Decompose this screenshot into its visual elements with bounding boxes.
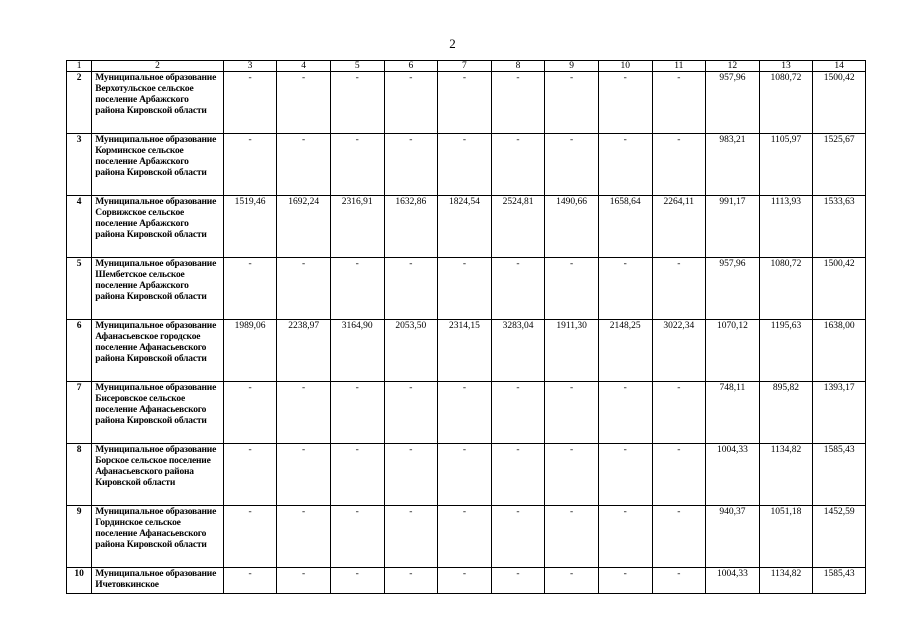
municipality-name: Муниципальное образование Корминское сельское поселение Арбажского района Кировской области (92, 134, 223, 196)
municipality-name: Муниципальное образование Борское сельское поселение Афанасьевского района Кировской области (92, 444, 223, 506)
value-cell: 940,37 (706, 506, 760, 568)
column-number: 14 (813, 61, 866, 72)
page-number: 2 (449, 36, 456, 51)
value-cell: 1070,12 (706, 320, 760, 382)
row-number: 5 (67, 258, 92, 320)
value-cell: - (384, 134, 438, 196)
value-cell: - (652, 568, 706, 594)
table-row (67, 258, 866, 320)
value-cell: - (384, 258, 438, 320)
value-cell: 1519,46 (223, 196, 277, 258)
value-cell: - (491, 506, 545, 568)
value-cell: - (545, 568, 599, 594)
value-cell: - (598, 444, 652, 506)
value-cell: 2316,91 (330, 196, 384, 258)
value-cell: 1393,17 (813, 382, 866, 444)
value-cell: - (277, 134, 331, 196)
value-cell: - (330, 134, 384, 196)
value-cell: - (223, 258, 277, 320)
value-cell: 1004,33 (706, 444, 760, 506)
value-cell: 1490,66 (545, 196, 599, 258)
value-cell: - (598, 382, 652, 444)
value-cell: 2264,11 (652, 196, 706, 258)
value-cell: 957,96 (706, 258, 760, 320)
table-row (67, 568, 866, 594)
value-cell: 983,21 (706, 134, 760, 196)
value-cell: 2314,15 (438, 320, 492, 382)
municipality-name: Муниципальное образование Шембетское сельское поселение Арбажского района Кировской области (92, 258, 223, 320)
value-cell: - (545, 134, 599, 196)
column-number: 8 (491, 61, 545, 72)
value-cell: - (330, 506, 384, 568)
value-cell: - (330, 382, 384, 444)
municipality-name: Муниципальное образование Афанасьевское городское поселение Афанасьевского района Кировской области (92, 320, 223, 382)
table-row (67, 382, 866, 444)
value-cell: 2148,25 (598, 320, 652, 382)
value-cell: 2238,97 (277, 320, 331, 382)
value-cell: 1004,33 (706, 568, 760, 594)
value-cell: - (491, 444, 545, 506)
value-cell: - (384, 506, 438, 568)
row-number: 2 (67, 72, 92, 134)
column-number: 13 (759, 61, 813, 72)
value-cell: - (491, 72, 545, 134)
value-cell: - (438, 134, 492, 196)
row-number: 9 (67, 506, 92, 568)
value-cell: - (491, 382, 545, 444)
value-cell: 1452,59 (813, 506, 866, 568)
value-cell: - (223, 72, 277, 134)
table-row (67, 196, 866, 258)
value-cell: - (277, 506, 331, 568)
value-cell: 1134,82 (759, 568, 813, 594)
column-number: 3 (223, 61, 277, 72)
value-cell: - (598, 506, 652, 568)
row-number: 10 (67, 568, 92, 594)
value-cell: - (277, 72, 331, 134)
table-row (67, 444, 866, 506)
table-row (67, 320, 866, 382)
value-cell: - (277, 568, 331, 594)
value-cell: - (330, 568, 384, 594)
column-number: 1 (67, 61, 92, 72)
column-number-row (67, 61, 866, 72)
column-number: 9 (545, 61, 599, 72)
value-cell: 748,11 (706, 382, 760, 444)
value-cell: 1113,93 (759, 196, 813, 258)
value-cell: - (384, 444, 438, 506)
value-cell: - (223, 444, 277, 506)
value-cell: - (652, 506, 706, 568)
row-number: 4 (67, 196, 92, 258)
value-cell: 1632,86 (384, 196, 438, 258)
value-cell: - (652, 444, 706, 506)
value-cell: - (545, 382, 599, 444)
value-cell: - (438, 568, 492, 594)
value-cell: 1525,67 (813, 134, 866, 196)
value-cell: 1658,64 (598, 196, 652, 258)
value-cell: 1638,00 (813, 320, 866, 382)
value-cell: 895,82 (759, 382, 813, 444)
row-number: 7 (67, 382, 92, 444)
value-cell: - (491, 568, 545, 594)
value-cell: 1134,82 (759, 444, 813, 506)
value-cell: - (223, 382, 277, 444)
value-cell: - (330, 72, 384, 134)
value-cell: - (330, 444, 384, 506)
value-cell: - (438, 382, 492, 444)
municipality-name: Муниципальное образование Сорвижское сельское поселение Арбажского района Кировской области (92, 196, 223, 258)
value-cell: 3022,34 (652, 320, 706, 382)
value-cell: - (223, 568, 277, 594)
municipality-name: Муниципальное образование Гординское сельское поселение Афанасьевского района Кировской области (92, 506, 223, 568)
value-cell: - (545, 72, 599, 134)
column-number: 7 (438, 61, 492, 72)
value-cell: - (545, 444, 599, 506)
value-cell: - (438, 444, 492, 506)
value-cell: 1105,97 (759, 134, 813, 196)
value-cell: - (652, 134, 706, 196)
municipality-name: Муниципальное образование Бисеровское сельское поселение Афанасьевского района Кировской области (92, 382, 223, 444)
value-cell: - (545, 506, 599, 568)
value-cell: 991,17 (706, 196, 760, 258)
column-number: 12 (706, 61, 760, 72)
value-cell: 1989,06 (223, 320, 277, 382)
value-cell: - (598, 72, 652, 134)
value-cell: - (652, 72, 706, 134)
table-row (67, 506, 866, 568)
table-row (67, 72, 866, 134)
row-number: 6 (67, 320, 92, 382)
value-cell: - (223, 134, 277, 196)
value-cell: 3283,04 (491, 320, 545, 382)
value-cell: 2053,50 (384, 320, 438, 382)
value-cell: - (438, 258, 492, 320)
value-cell: 1533,63 (813, 196, 866, 258)
value-cell: - (491, 134, 545, 196)
value-cell: 1585,43 (813, 568, 866, 594)
value-cell: 1911,30 (545, 320, 599, 382)
value-cell: 3164,90 (330, 320, 384, 382)
table-row (67, 134, 866, 196)
value-cell: - (598, 258, 652, 320)
table-body (67, 61, 866, 594)
value-cell: 1692,24 (277, 196, 331, 258)
value-cell: - (223, 506, 277, 568)
value-cell: 1051,18 (759, 506, 813, 568)
value-cell: 2524,81 (491, 196, 545, 258)
column-number: 5 (330, 61, 384, 72)
value-cell: - (277, 444, 331, 506)
value-cell: - (277, 258, 331, 320)
value-cell: - (598, 568, 652, 594)
tariff-table (66, 60, 866, 594)
value-cell: - (545, 258, 599, 320)
row-number: 3 (67, 134, 92, 196)
value-cell: - (277, 382, 331, 444)
value-cell: 1585,43 (813, 444, 866, 506)
column-number: 10 (598, 61, 652, 72)
value-cell: - (384, 72, 438, 134)
column-number: 6 (384, 61, 438, 72)
value-cell: - (330, 258, 384, 320)
value-cell: 1824,54 (438, 196, 492, 258)
column-number: 11 (652, 61, 706, 72)
value-cell: 1080,72 (759, 258, 813, 320)
value-cell: - (652, 258, 706, 320)
value-cell: - (598, 134, 652, 196)
column-number: 2 (92, 61, 223, 72)
value-cell: 1500,42 (813, 72, 866, 134)
municipality-name: Муниципальное образование Верхотульское сельское поселение Арбажского района Кировской области (92, 72, 223, 134)
value-cell: - (652, 382, 706, 444)
value-cell: - (491, 258, 545, 320)
value-cell: 1500,42 (813, 258, 866, 320)
value-cell: 1080,72 (759, 72, 813, 134)
value-cell: - (438, 506, 492, 568)
row-number: 8 (67, 444, 92, 506)
value-cell: - (384, 568, 438, 594)
value-cell: - (438, 72, 492, 134)
value-cell: 957,96 (706, 72, 760, 134)
value-cell: - (384, 382, 438, 444)
column-number: 4 (277, 61, 331, 72)
municipality-name: Муниципальное образование Ичетовкинское (92, 568, 223, 594)
value-cell: 1195,63 (759, 320, 813, 382)
